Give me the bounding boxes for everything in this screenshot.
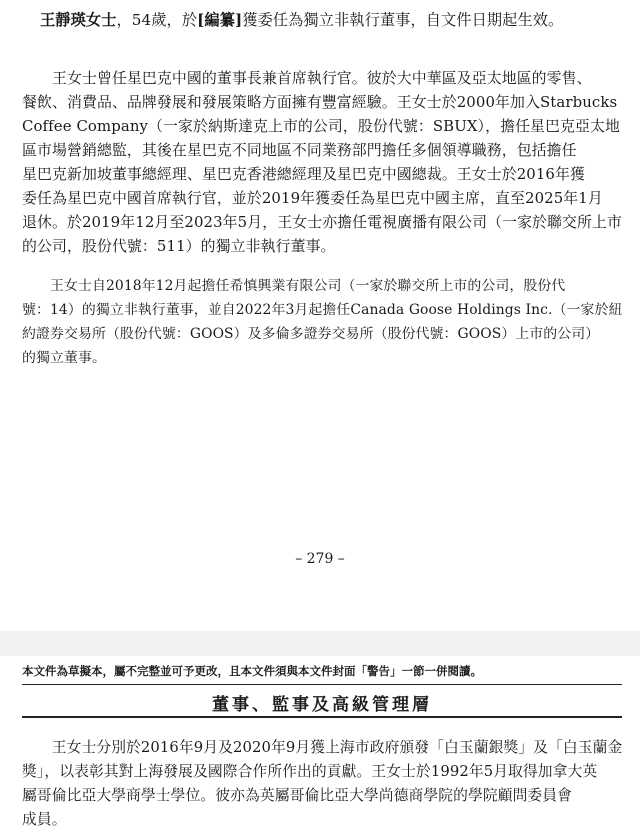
- text-line: Coffee Company（一家於納斯達克上市的公司，股份代號：SBUX），擔任星巴克亞太地: [22, 117, 621, 135]
- text-line: 成員。: [22, 811, 67, 828]
- appointment-text-a: ，54歲，於: [116, 11, 198, 29]
- header-rule-top: [22, 684, 622, 685]
- text-line: 委任為星巴克中國首席執行官，並於2019年獲委任為星巴克中國主席，直至2025年1月: [22, 189, 603, 207]
- text-line: 屬哥倫比亞大學商學士學位。彼亦為英屬哥倫比亞大學尚德商學院的學院顧問委員會: [22, 787, 573, 804]
- header-rule-bottom: [22, 716, 622, 718]
- directorship-paragraph: [22, 274, 623, 370]
- text-line: 王女士分別於2016年9月及2020年9月獲上海市政府頒發「白玉蘭銀獎」及「白玉蘭金: [22, 739, 623, 756]
- text-line: 星巴克新加坡董事總經理、星巴克香港總經理及星巴克中國總裁。王女士於2016年獲: [22, 165, 585, 183]
- text-line: 號：14）的獨立非執行董事，並自2022年3月起擔任Canada Goose Holdings Inc.（一家於紐: [22, 302, 623, 318]
- text-line: 區市場營銷總監，其後在星巴克不同地區不同業務部門擔任多個領導職務，包括擔任: [22, 141, 577, 159]
- draft-notice: 本文件為草擬本，屬不完整並可予更改，且本文件須與本文件封面「警告」一節一併閱讀。: [22, 664, 482, 678]
- text-line: 獎」，以表彰其對上海發展及國際合作所作出的貢獻。王女士於1992年5月取得加拿大英: [22, 763, 598, 780]
- page-number: – 279 –: [295, 551, 345, 567]
- text-line: 約證券交易所（股份代號：GOOS）及多倫多證券交易所（股份代號：GOOS）上市的公司）: [22, 326, 600, 342]
- appointment-text-b: 獲委任為獨立非執行董事，自文件日期起生效。: [242, 11, 564, 29]
- text-line: 餐飲、消費品、品牌發展和發展策略方面擁有豐富經驗。王女士於2000年加入Starbucks: [22, 93, 618, 111]
- page-separator: [0, 631, 640, 656]
- career-paragraph: [22, 66, 622, 258]
- awards-paragraph: [22, 736, 622, 832]
- appointment-line: [40, 8, 563, 32]
- section-title: 董事、監事及高級管理層: [212, 695, 432, 715]
- text-line: 的獨立董事。: [22, 350, 106, 366]
- director-name: 王靜瑛女士: [40, 11, 117, 29]
- text-line: 王女士自2018年12月起擔任希慎興業有限公司（一家於聯交所上市的公司，股份代: [22, 278, 566, 294]
- text-line: 的公司，股份代號：511）的獨立非執行董事。: [22, 237, 336, 255]
- redacted-marker: [編纂]: [197, 11, 243, 29]
- text-line: 王女士曾任星巴克中國的董事長兼首席執行官。彼於大中華區及亞太地區的零售、: [22, 69, 592, 87]
- text-line: 退休。於2019年12月至2023年5月，王女士亦擔任電視廣播有限公司（一家於聯交所上市: [22, 213, 623, 231]
